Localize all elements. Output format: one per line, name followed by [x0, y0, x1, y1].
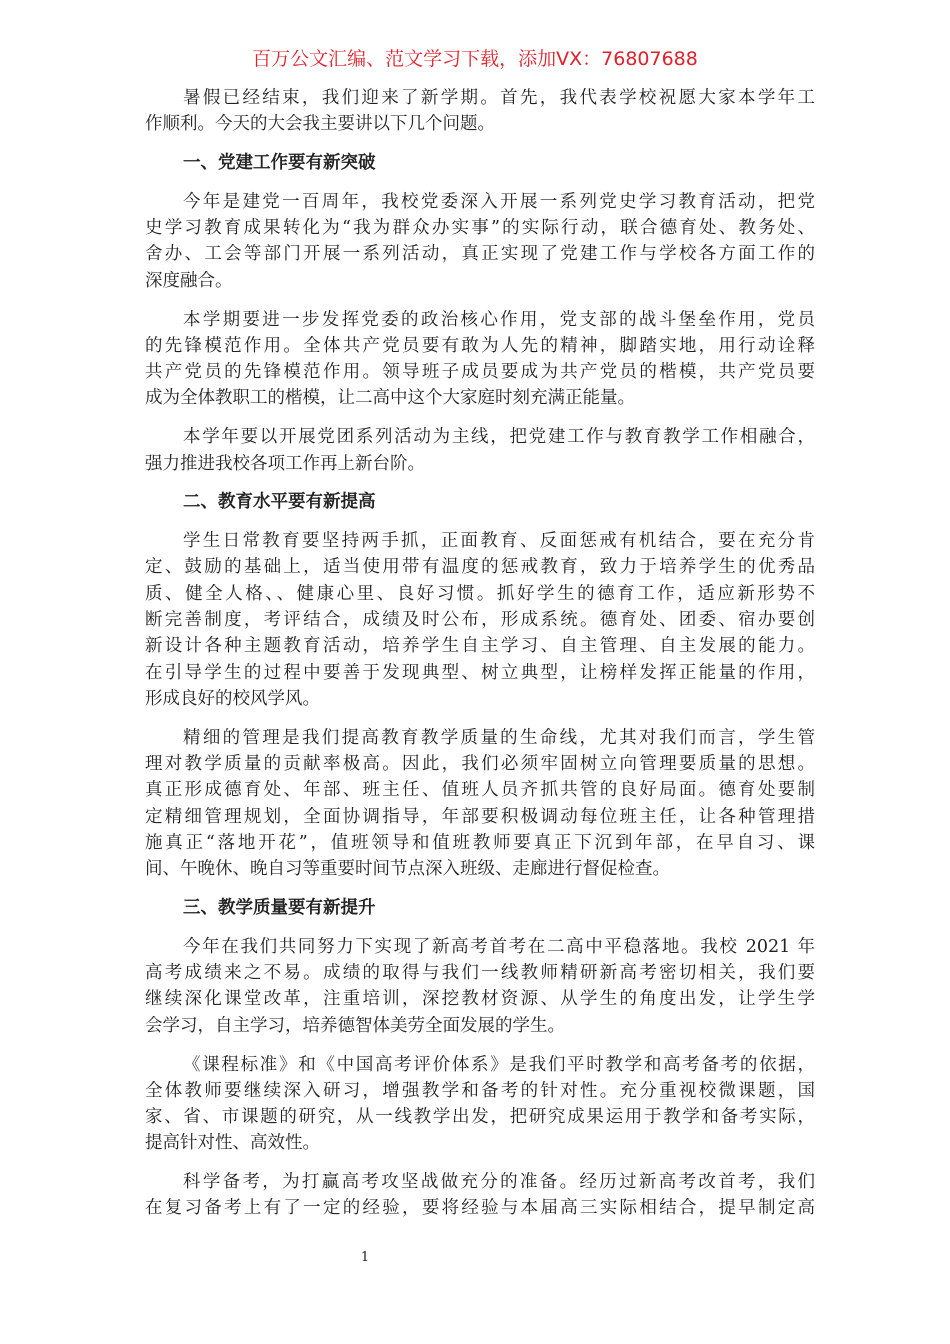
text-line: 作顺利。今天的大会我主要讲以下几个问题。 [145, 114, 495, 135]
text-line: 舍办、工会等部门开展一系列活动，真正实现了党建工作与学校各方面工作的 [145, 244, 815, 265]
text-line: 在引导学生的过程中要善于发现典型、树立典型，让榜样发挥正能量的作用， [145, 662, 815, 683]
paragraph [145, 1052, 815, 1157]
text-line: 在复习备考上有了一定的经验，要将经验与本届高三实际相结合，提早制定高 [145, 1198, 815, 1219]
paragraph [145, 307, 815, 412]
text-line: 学生日常教育要坚持两手抓，正面教育、反面惩戒有机结合，要在充分肯 [183, 531, 815, 552]
text-line: 新设计各种主题教育活动，培养学生自主学习、自主管理、自主发展的能力。 [145, 636, 815, 657]
text-line: 会学习，自主学习，培养德智体美劳全面发展的学生。 [145, 1015, 565, 1036]
text-line: 质、健全人格、、健康心里、良好习惯。抓好学生的德育工作，适应新形势不 [145, 583, 815, 604]
text-line: 本学期要进一步发挥党委的政治核心作用，党支部的战斗堡垒作用，党员 [183, 309, 815, 330]
section-heading [145, 150, 815, 176]
paragraph [145, 1169, 815, 1222]
text-line: 继续深化课堂改革，注重培训，深挖教材资源、从学生的角度出发，让学生学 [145, 989, 815, 1010]
paragraph [145, 725, 815, 883]
document-body [145, 85, 815, 1234]
text-line: 全体教师要继续深入研习，增强教学和备考的针对性。充分重视校微课题，国 [145, 1080, 815, 1101]
text-line: 成为全体教职工的楷模，让二高中这个大家庭时刻充满正能量。 [145, 388, 635, 409]
paragraph [145, 424, 815, 477]
text-line: 暑假已经结束，我们迎来了新学期。首先，我代表学校祝愿大家本学年工 [183, 88, 815, 108]
text-line: 形成良好的校风学风。 [145, 688, 320, 709]
text-line: 科学备考，为打赢高考攻坚战做充分的准备。经历过新高考改首考，我们 [183, 1172, 815, 1193]
text-line: 本学年要以开展党团系列活动为主线，把党建工作与教育教学工作相融合， [183, 427, 815, 448]
text-line: 的先锋模范作用。全体共产党员要有敢为人先的精神，脚踏实地，用行动诠释 [145, 335, 815, 356]
text-line: 三、教学质量要有新提升 [183, 898, 376, 919]
text-line: 二、教育水平要有新提高 [183, 492, 376, 513]
text-line: 间、午晚休、晚自习等重要时间节点深入班级、走廊进行督促检查。 [145, 859, 670, 880]
text-line: 深度融合。 [145, 270, 233, 291]
section-heading [145, 489, 815, 515]
text-line: 提高针对性、高效性。 [145, 1133, 320, 1154]
text-line: 理对教学质量的贡献率极高。因此，我们必须牢固树立向管理要质量的思想。 [145, 754, 815, 775]
text-line: 施真正“落地开花”，值班领导和值班教师要真正下沉到年部，在早自习、课 [145, 832, 815, 853]
watermark-banner: 百万公文汇编、范文学习下载，添加VX：76807688 [252, 48, 698, 70]
text-line: 断完善制度，考评结合，成绩及时公布，形成系统。德育处、团委、宿办要创 [145, 610, 815, 631]
text-line: 定精细管理规划，全面协调指导，年部要积极调动每位班主任，让各种管理措 [145, 806, 815, 827]
text-line: 精细的管理是我们提高教育教学质量的生命线，尤其对我们而言，学生管 [183, 727, 815, 748]
text-line: 今年是建党一百周年，我校党委深入开展一系列党史学习教育活动，把党 [183, 191, 815, 212]
section-heading [145, 895, 815, 921]
paragraph [145, 85, 815, 138]
text-line: 一、党建工作要有新突破 [183, 153, 376, 174]
page-number: 1 [360, 1250, 370, 1265]
text-line: 《课程标准》和《中国高考评价体系》是我们平时教学和高考备考的依据， [183, 1054, 815, 1075]
text-line: 今年在我们共同努力下实现了新高考首考在二高中平稳落地。我校 2021 年 [183, 936, 815, 957]
text-line: 共产党员的先锋模范作用。领导班子成员要成为共产党员的楷模，共产党员要 [145, 362, 815, 383]
text-line: 史学习教育成果转化为“我为群众办实事”的实际行动，联合德育处、教务处、 [145, 218, 815, 239]
paragraph [145, 934, 815, 1039]
text-line: 强力推进我校各项工作再上新台阶。 [145, 453, 425, 474]
text-line: 高考成绩来之不易。成绩的取得与我们一线教师精研新高考密切相关，我们要 [145, 963, 815, 984]
paragraph [145, 528, 815, 712]
text-line: 家、省、市课题的研究，从一线教学出发，把研究成果运用于教学和备考实际， [145, 1107, 815, 1128]
paragraph [145, 189, 815, 294]
text-line: 真正形成德育处、年部、班主任、值班人员齐抓共管的良好局面。德育处要制 [145, 780, 815, 801]
text-line: 定、鼓励的基础上，适当使用带有温度的惩戒教育，致力于培养学生的优秀品 [145, 557, 815, 578]
